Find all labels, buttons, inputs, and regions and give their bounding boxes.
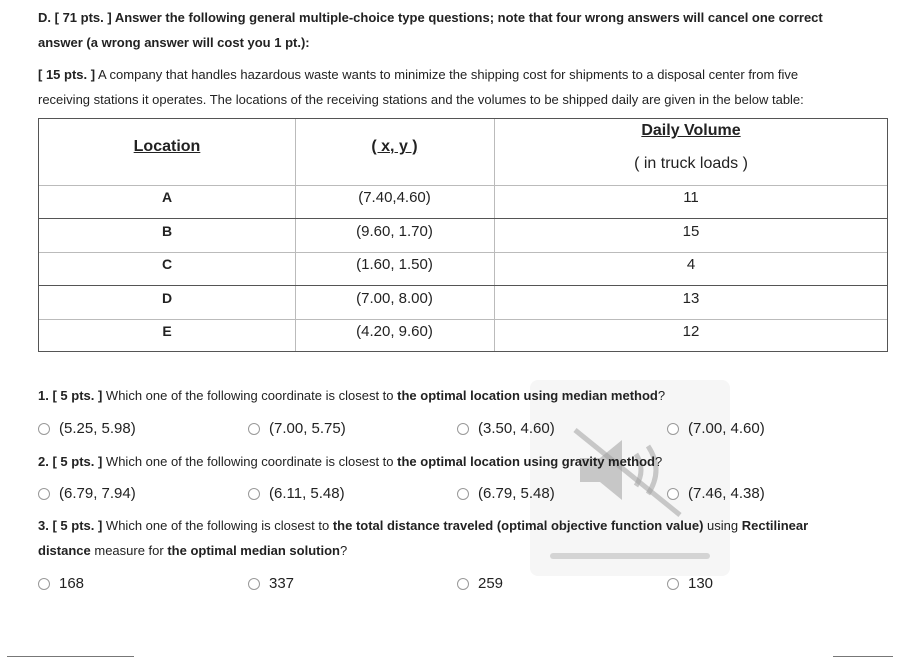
q3-text: Which one of the following is closest to xyxy=(102,518,333,533)
radio-button[interactable] xyxy=(457,578,469,590)
q3-option-4[interactable] xyxy=(667,575,713,592)
q1-number: 1. xyxy=(38,388,53,403)
row-b-location: B xyxy=(161,223,173,239)
section-text-2: answer (a wrong answer will cost you 1 pt.): xyxy=(38,35,310,50)
q1-bold: the optimal location using median method xyxy=(397,388,658,403)
question-1 xyxy=(38,383,665,408)
q2-option-3[interactable] xyxy=(457,485,555,502)
radio-button[interactable] xyxy=(457,488,469,500)
section-points: [ 71 pts. ] xyxy=(54,10,112,25)
row-a-location: A xyxy=(161,189,173,205)
row-e-location: E xyxy=(162,323,172,339)
q3-option-2[interactable] xyxy=(248,575,294,592)
problem-points: [ 15 pts. ] xyxy=(38,67,96,82)
radio-button[interactable] xyxy=(667,578,679,590)
option-label: (7.00, 4.60) xyxy=(688,420,765,437)
header-volume-unit: ( in truck loads ) xyxy=(634,155,748,172)
q3-line2-text: measure for xyxy=(90,543,168,558)
row-b-xy: (9.60, 1.70) xyxy=(356,223,433,240)
radio-button[interactable] xyxy=(248,488,260,500)
question-2 xyxy=(38,449,662,474)
option-label: 259 xyxy=(478,575,504,592)
q3-line2-bold: distance xyxy=(38,543,91,558)
q1-points: [ 5 pts. ] xyxy=(52,388,103,403)
q2-option-1[interactable] xyxy=(38,485,136,502)
option-label: (7.00, 5.75) xyxy=(269,420,346,437)
row-c-xy: (1.60, 1.50) xyxy=(356,256,433,273)
q1-text: Which one of the following coordinate is closest to xyxy=(102,388,398,403)
option-label: 337 xyxy=(269,575,295,592)
row-d-location: D xyxy=(161,290,173,306)
row-a-volume: 11 xyxy=(683,189,699,206)
q2-number: 2. xyxy=(38,454,53,469)
option-label: (6.11, 5.48) xyxy=(269,485,345,502)
radio-button[interactable] xyxy=(667,488,679,500)
option-label: (3.50, 4.60) xyxy=(478,420,555,437)
divider-left xyxy=(7,656,134,657)
section-prefix: D. xyxy=(38,10,55,25)
problem-text-2: receiving stations it operates. The locations of the receiving stations and the volumes to be shipped daily are given in the below table: xyxy=(38,92,804,107)
option-label: (7.46, 4.38) xyxy=(688,485,765,502)
radio-button[interactable] xyxy=(38,488,50,500)
q2-text: Which one of the following coordinate is closest to xyxy=(102,454,398,469)
q3-bold: the total distance traveled (optimal objective function value) xyxy=(332,518,704,533)
q2-end: ? xyxy=(655,454,663,469)
q3-option-3[interactable] xyxy=(457,575,503,592)
option-label: (6.79, 7.94) xyxy=(59,485,136,502)
row-c-volume: 4 xyxy=(686,256,696,273)
row-a-xy: (7.40,4.60) xyxy=(358,189,431,206)
question-3 xyxy=(38,513,808,563)
q2-option-4[interactable] xyxy=(667,485,765,502)
radio-button[interactable] xyxy=(667,423,679,435)
row-c-location: C xyxy=(161,256,173,272)
header-location: Location xyxy=(133,138,201,155)
problem-text-1: A company that handles hazardous waste wants to minimize the shipping cost for shipments to a disposal center from five xyxy=(95,67,799,82)
q1-end: ? xyxy=(657,388,666,403)
q1-option-4[interactable] xyxy=(667,420,765,437)
radio-button[interactable] xyxy=(248,578,260,590)
row-e-volume: 12 xyxy=(682,323,700,340)
data-table xyxy=(38,118,888,352)
radio-button[interactable] xyxy=(38,423,50,435)
header-xy: ( x, y ) xyxy=(371,138,418,155)
q3-points: [ 5 pts. ] xyxy=(52,518,103,533)
option-label: (6.79, 5.48) xyxy=(478,485,555,502)
header-volume: Daily Volume xyxy=(641,122,741,139)
q1-option-3[interactable] xyxy=(457,420,555,437)
radio-button[interactable] xyxy=(457,423,469,435)
section-instruction xyxy=(38,5,823,55)
row-d-xy: (7.00, 8.00) xyxy=(356,290,433,307)
q3-option-1[interactable] xyxy=(38,575,84,592)
q3-number: 3. xyxy=(38,518,53,533)
problem-statement xyxy=(38,62,804,112)
q1-option-1[interactable] xyxy=(38,420,136,437)
radio-button[interactable] xyxy=(38,578,50,590)
q3-line2-bold2: the optimal median solution xyxy=(167,543,340,558)
radio-button[interactable] xyxy=(248,423,260,435)
q1-option-2[interactable] xyxy=(248,420,346,437)
q3-mid: using xyxy=(703,518,742,533)
option-label: (5.25, 5.98) xyxy=(59,420,136,437)
q3-end: ? xyxy=(339,543,348,558)
option-label: 130 xyxy=(688,575,714,592)
divider-right xyxy=(833,656,893,657)
q2-points: [ 5 pts. ] xyxy=(52,454,103,469)
section-text-1: Answer the following general multiple-choice type questions; note that four wrong answers will cancel one correct xyxy=(111,10,823,25)
row-e-xy: (4.20, 9.60) xyxy=(356,323,433,340)
option-label: 168 xyxy=(59,575,85,592)
row-b-volume: 15 xyxy=(682,223,700,240)
q2-bold: the optimal location using gravity method xyxy=(397,454,655,469)
q3-bold2: Rectilinear xyxy=(741,518,809,533)
row-d-volume: 13 xyxy=(682,290,700,307)
q2-option-2[interactable] xyxy=(248,485,345,502)
